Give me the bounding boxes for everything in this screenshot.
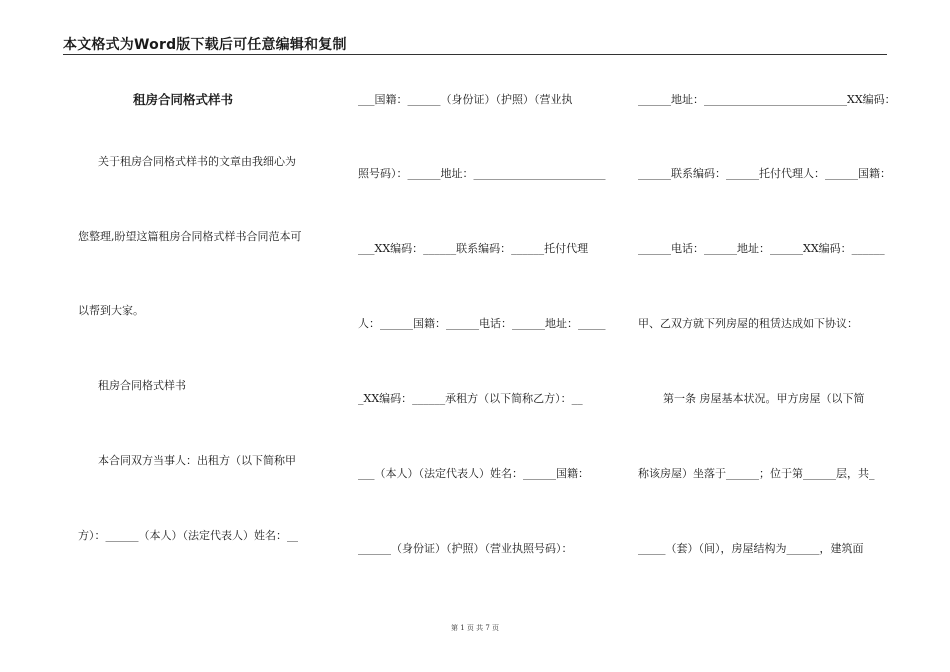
paragraph-line: 方）：______（本人）（法定代表人）姓名：__ xyxy=(78,529,298,542)
paragraph-line: 甲、乙双方就下列房屋的租赁达成如下协议： xyxy=(638,317,858,330)
paragraph-line: 照号码）：______地址：________________________ xyxy=(358,167,606,180)
paragraph-line: 称该房屋）坐落于______；位于第______层，共_ xyxy=(638,467,875,480)
section-heading: 租房合同格式样书 xyxy=(98,379,186,392)
document-title: 租房合同格式样书 xyxy=(133,92,234,107)
paragraph-line: _____（套）（间），房屋结构为______，建筑面 xyxy=(638,542,864,555)
paragraph-line: ___国籍：______（身份证）（护照）（营业执 xyxy=(358,93,573,106)
paragraph-line: ______电话：______地址：______XX编码：______ xyxy=(638,242,885,255)
article-heading-line: 第一条 房屋基本状况。甲方房屋（以下简 xyxy=(663,392,865,405)
paragraph-line: _XX编码：______承租方（以下简称乙方）：__ xyxy=(358,392,583,405)
paragraph-line: 本合同双方当事人：出租方（以下简称甲 xyxy=(98,454,296,467)
paragraph-line: ______地址：__________________________XX编码： xyxy=(638,93,896,106)
paragraph-line: 以帮到大家。 xyxy=(78,304,144,317)
header-divider xyxy=(63,54,887,55)
paragraph-line: 关于租房合同格式样书的文章由我细心为 xyxy=(98,155,296,168)
document-header-banner: 本文格式为Word版下载后可任意编辑和复制 xyxy=(63,37,347,53)
paragraph-line: 您整理,盼望这篇租房合同格式样书合同范本可 xyxy=(78,230,302,243)
paragraph-line: ___（本人）（法定代表人）姓名：______国籍： xyxy=(358,467,589,480)
paragraph-line: ______联系编码：______托付代理人：______国籍： xyxy=(638,167,891,180)
paragraph-line: 人：______国籍：______电话：______地址：_____ xyxy=(358,317,606,330)
paragraph-line: ___XX编码：______联系编码：______托付代理 xyxy=(358,242,589,255)
paragraph-line: ______（身份证）（护照）（营业执照号码）： xyxy=(358,542,573,555)
page-number-footer: 第 1 页 共 7 页 xyxy=(450,624,500,632)
